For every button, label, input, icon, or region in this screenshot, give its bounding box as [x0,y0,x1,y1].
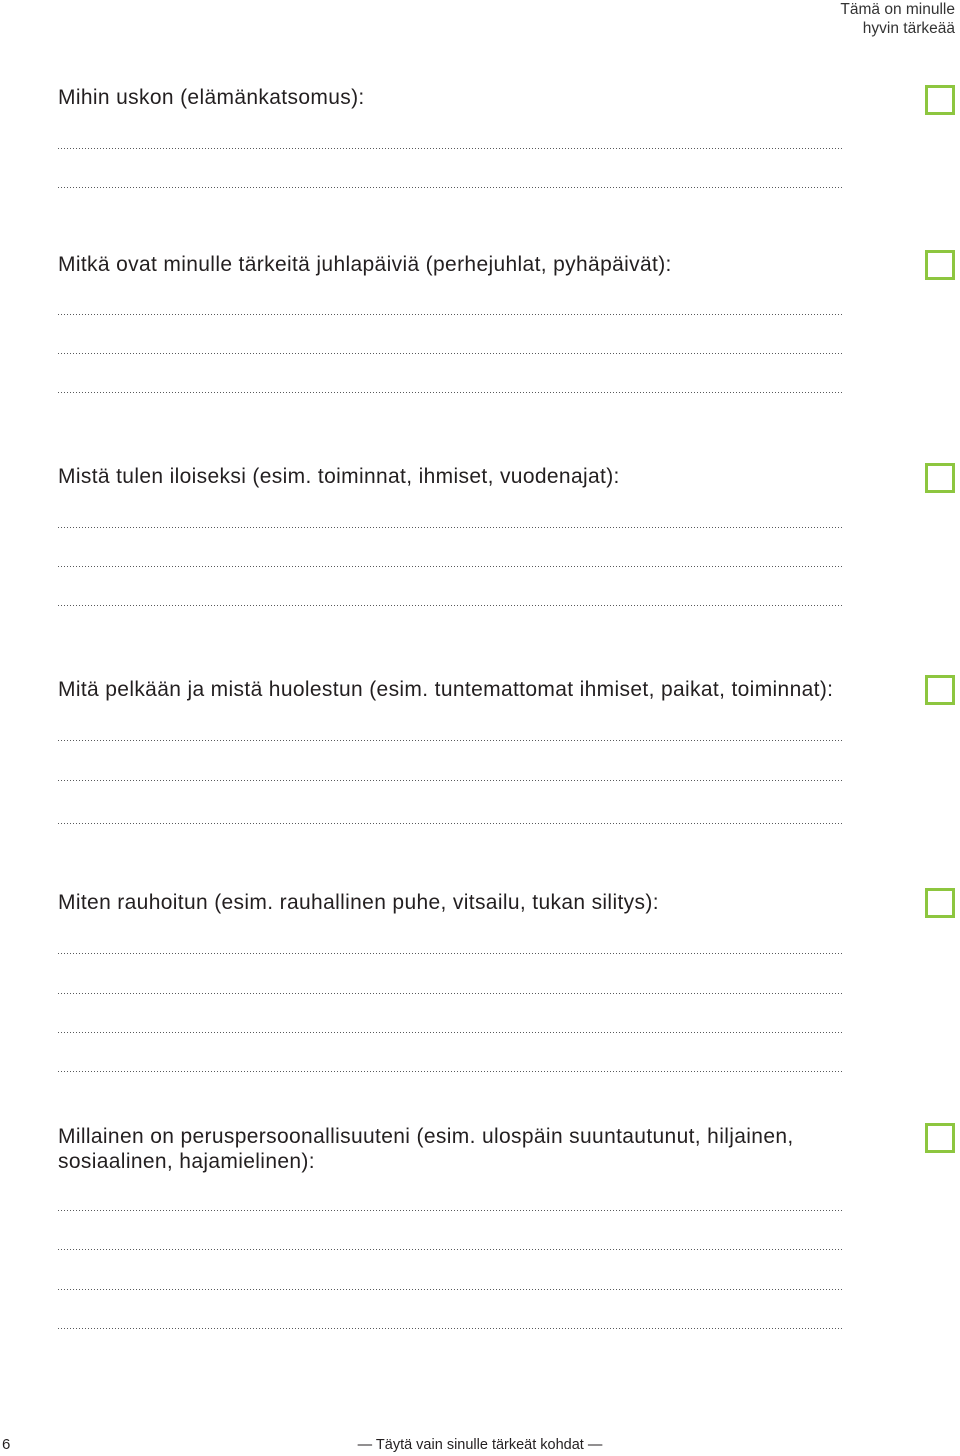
question-celebrations-label: Mitkä ovat minulle tärkeitä juhlapäiviä (perhejuhlat, pyhäpäivät): [58,253,672,276]
answer-line [58,314,843,315]
answer-line [58,566,843,567]
checkbox-calming[interactable] [925,888,955,918]
answer-line [58,187,843,188]
question-joys-label: Mistä tulen iloiseksi (esim. toiminnat, ihmiset, vuodenajat): [58,465,620,488]
checkbox-joys[interactable] [925,463,955,493]
footer-instruction: — Täytä vain sinulle tärkeät kohdat — [357,1437,603,1453]
answer-line [58,1032,843,1033]
answer-line [58,353,843,354]
answer-line [58,1289,843,1290]
checkbox-celebrations[interactable] [925,250,955,280]
question-beliefs-label: Mihin uskon (elämänkatsomus): [58,86,365,109]
page-number: 6 [2,1436,11,1453]
importance-header-line-2: hyvin tärkeää [862,20,955,37]
answer-line [58,527,843,528]
checkbox-personality[interactable] [925,1123,955,1153]
answer-line [58,1071,843,1072]
question-personality-label [58,1124,794,1174]
answer-line [58,953,843,954]
answer-line [58,605,843,606]
question-calming-label: Miten rauhoitun (esim. rauhallinen puhe, vitsailu, tukan silitys): [58,891,659,914]
checkbox-fears[interactable] [925,675,955,705]
answer-line [58,780,843,781]
answer-line [58,993,843,994]
question-personality-label-line-1: Millainen on peruspersoonallisuuteni (esim. ulospäin suuntautunut, hiljainen, [58,1125,794,1148]
checkbox-beliefs[interactable] [925,85,955,115]
question-personality-label-line-2: sosiaalinen, hajamielinen): [58,1150,315,1173]
question-fears-label: Mitä pelkään ja mistä huolestun (esim. tuntemattomat ihmiset, paikat, toiminnat): [58,678,834,701]
answer-line [58,1249,843,1250]
importance-column-header [840,0,955,38]
answer-line [58,823,843,824]
answer-line [58,1210,843,1211]
answer-line [58,148,843,149]
answer-line [58,1328,843,1329]
importance-header-line-1: Tämä on minulle [840,1,955,18]
answer-line [58,392,843,393]
answer-line [58,740,843,741]
